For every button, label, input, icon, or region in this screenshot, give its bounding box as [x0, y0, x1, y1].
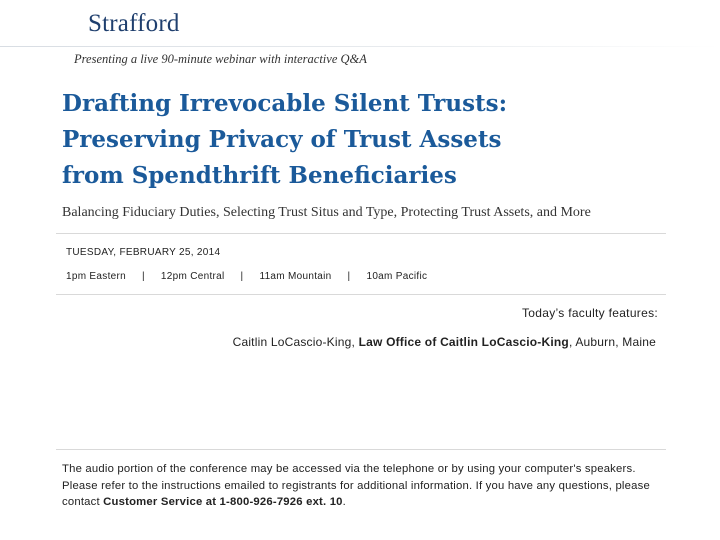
- time-separator: |: [347, 271, 351, 282]
- title-line-2: Preserving Privacy of Trust Assets: [62, 126, 502, 153]
- divider-middle: [56, 294, 666, 295]
- divider-top: [56, 233, 666, 234]
- title-line-1: Drafting Irrevocable Silent Trusts:: [62, 90, 508, 117]
- time-pacific: 10am Pacific: [366, 271, 428, 282]
- time-separator: |: [240, 271, 244, 282]
- strafford-logo: Strafford: [88, 10, 180, 37]
- tagline: Presenting a live 90-minute webinar with interactive Q&A: [74, 52, 367, 66]
- faculty-member: [233, 335, 656, 349]
- time-eastern: 1pm Eastern: [66, 271, 126, 282]
- webinar-subtitle: Balancing Fiduciary Duties, Selecting Trust Situs and Type, Protecting Trust Assets, and More: [62, 205, 591, 220]
- audio-instructions-text: The audio portion of the conference may be accessed via the telephone or by using your computer's speakers. Please refer to the instructions emailed to registrants for additional information. If you have any questions, please contact: [62, 463, 650, 508]
- header-divider: [0, 46, 720, 47]
- webinar-title: [62, 86, 702, 194]
- faculty-location: , Auburn, Maine: [568, 335, 656, 349]
- title-line-3: from Spendthrift Beneficiaries: [62, 162, 457, 189]
- time-mountain: 11am Mountain: [259, 271, 332, 282]
- webinar-date: TUESDAY, FEBRUARY 25, 2014: [66, 247, 221, 258]
- faculty-name: Caitlin LoCascio-King,: [232, 335, 356, 349]
- audio-instructions: [62, 461, 662, 511]
- customer-service-contact: Customer Service at 1-800-926-7926 ext. 10: [103, 496, 343, 508]
- faculty-organization: Law Office of Caitlin LoCascio-King: [358, 335, 569, 349]
- faculty-heading: Today’s faculty features:: [521, 306, 658, 320]
- time-central: 12pm Central: [160, 271, 225, 282]
- audio-instructions-end: .: [342, 496, 347, 508]
- divider-bottom: [56, 449, 666, 450]
- webinar-times: [66, 271, 427, 282]
- time-separator: |: [142, 271, 145, 282]
